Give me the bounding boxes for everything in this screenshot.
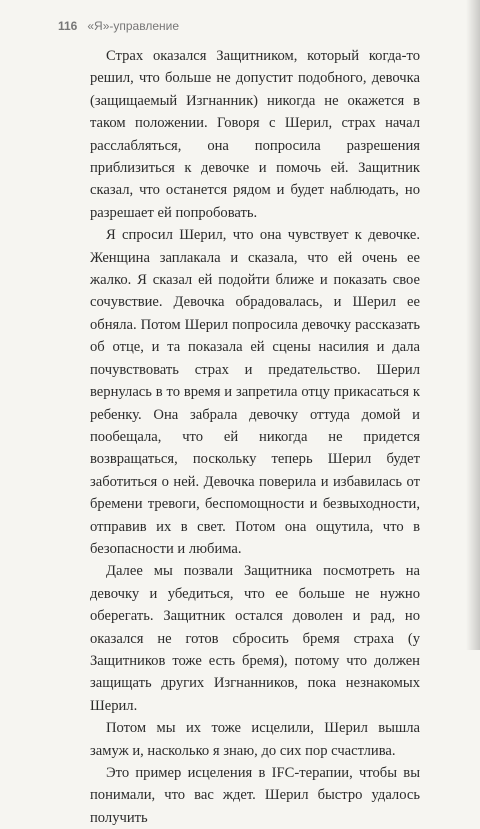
paragraph: Страх оказался Защитником, который когда-то решил, что больше не допустит подобного, девочка (защищаемый Изгнанник) никогда не окажется в таком положении. Говоря с Шерил, страх начал расслабляться, она попросила разрешения приблизиться к девочке и помочь ей. Защитник сказал, что останется рядом и будет наблюдать, но разрешает ей попробовать. bbox=[90, 48, 420, 221]
paragraph: Потом мы их тоже исцелили, Шерил вышла замуж и, насколько я знаю, до сих пор счастлива. bbox=[90, 720, 420, 759]
paragraph: Я спросил Шерил, что она чувствует к девочке. Женщина заплакала и сказала, что ей очень ее жалко. Я сказал ей подойти ближе и показать свое сочувствие. Девочка обрадовалась, и Шерил ее обняла. Потом Шерил попросила девочку рассказать об отце, и та показала ей сцены насилия и дала почувствовать страх и предательство. Шерил вернулась в то время и запретила отцу прикасаться к ребенку. Она забрала девочку оттуда домой и пообещала, что ей никогда не придется возвращаться, поскольку теперь Шерил будет заботиться о ней. Девочка поверила и избавилась от бремени тревоги, беспомощности и безвыходности, отправив их в свет. Потом она ощутила, что в безопасности и любима. bbox=[90, 227, 420, 557]
paragraph: Это пример исцеления в IFC-терапии, чтобы вы понимали, что вас ждет. Шерил быстро удалось получить bbox=[90, 765, 420, 826]
text-body bbox=[90, 45, 420, 829]
page-number: 116 bbox=[58, 19, 78, 33]
page-edge-shadow bbox=[466, 0, 480, 650]
running-header bbox=[58, 16, 179, 36]
paragraph: Далее мы позвали Защитника посмотреть на девочку и убедиться, что ее больше не нужно оберегать. Защитник остался доволен и рад, но оказался не готов сбросить бремя страха (у Защитников тоже есть бремя), потому что должен защищать других Изгнанников, пока незнакомых Шерил. bbox=[90, 563, 420, 714]
running-title: «Я»-управление bbox=[87, 19, 179, 33]
